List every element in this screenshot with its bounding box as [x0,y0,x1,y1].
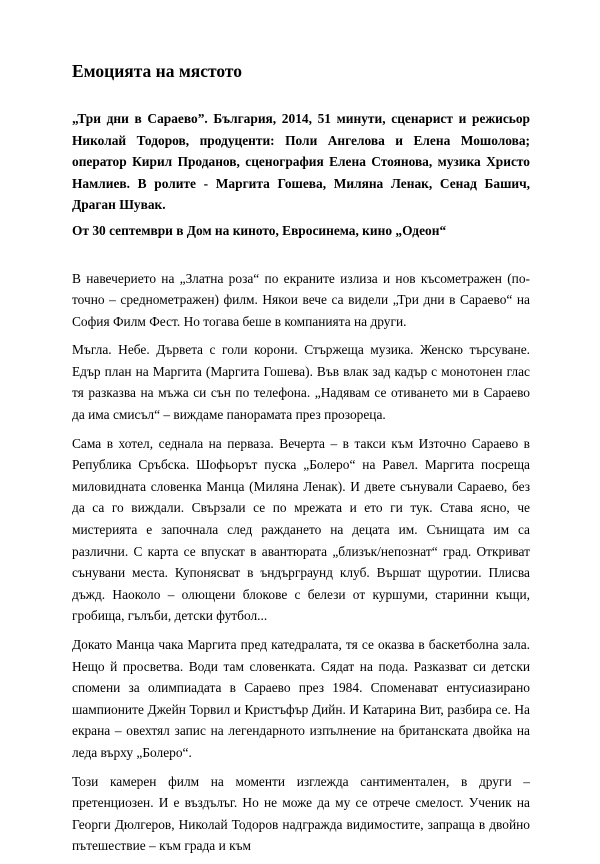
article-page [72,60,530,864]
body-paragraph: Мъгла. Небе. Дърветa с голи корони. Стържеща музика. Женско търсуване. Едър план на Маргита (Маргита Гошева). Във влак зад кадър с монотонен глас тя разказва на мъжа си сън по телефона. „Надявам се отиването ми в Сараево да има смисъл“ – виждаме панорамата през прозореца. [72,342,530,423]
article-title: Емоцията на мястото [72,61,243,81]
film-credits: „Три дни в Сараево”. България, 2014, 51 минути, сценарист и режисьор Николай Тодоров, продуценти: Поли Ангелова и Елена Мошолова; оператор Кирил Проданов, сценография Елена Стоянова, музика Христо Намлиев. В ролите - Маргита Гошева, Миляна Ленак, Сенад Башич, Драган Шувак. [72,111,530,212]
body-paragraph: Сама в хотел, седнала на перваза. Вечерта – в такси към Източно Сараево в Република Сръбска. Шофьорът пуска „Болеро“ на Равел. Маргита посреща миловидната словенка Манца (Миляна Ленак). И двете сънували Сараево, без да са го виждали. Свързали се по мрежата и ето ги тук. Става ясно, че мистерията е започнала след раждането на децата им. Сънищата им са различни. С карта се впускат в авантюрата „близък/непознат“ град. Откриват сънувани места. Купонясват в ъндърграунд клуб. Вършат щуротии. Плисва дъжд. Наоколо – олющени блокове с белези от куршуми, старинни къщи, гробища, гълъби, детски футбол... [72,435,530,624]
body-paragraph: Този камерен филм на моменти изглежда сантиментален, в други – претенциозен. И е въздълъг. Но не може да му се отрече смелост. Ученик на Георги Дюлгеров, Николай Тодоров надгражда видимостите, запраща в двойно пътешествие – към града и към [72,773,530,854]
article-body [72,268,530,857]
screening-info: От 30 септември в Дом на киното, Евросинема, кино „Одеон“ [72,222,447,238]
body-paragraph: В навечерието на „Златна роза“ по екраните излиза и нов късометражен (по-точно – среднометражен) филм. Някои вече са видели „Три дни в Сараево“ на София Филм Фест. Но тогава беше в компанията на други. [72,270,530,329]
body-paragraph: Докато Манца чака Маргита пред катедралата, тя се оказва в баскетболна зала. Нещо й просветва. Води там словенката. Сядат на пода. Разказват си детски спомени за олимпиадата в Сараево през 1984. Споменават ентусиазирано шампионите Джейн Торвил и Кристъфър Дийн. И Катарина Вит, разбира се. На екрана – овехтял запис на легендарното изпълнение на британската двойка на леда върху „Болеро“. [72,637,530,760]
